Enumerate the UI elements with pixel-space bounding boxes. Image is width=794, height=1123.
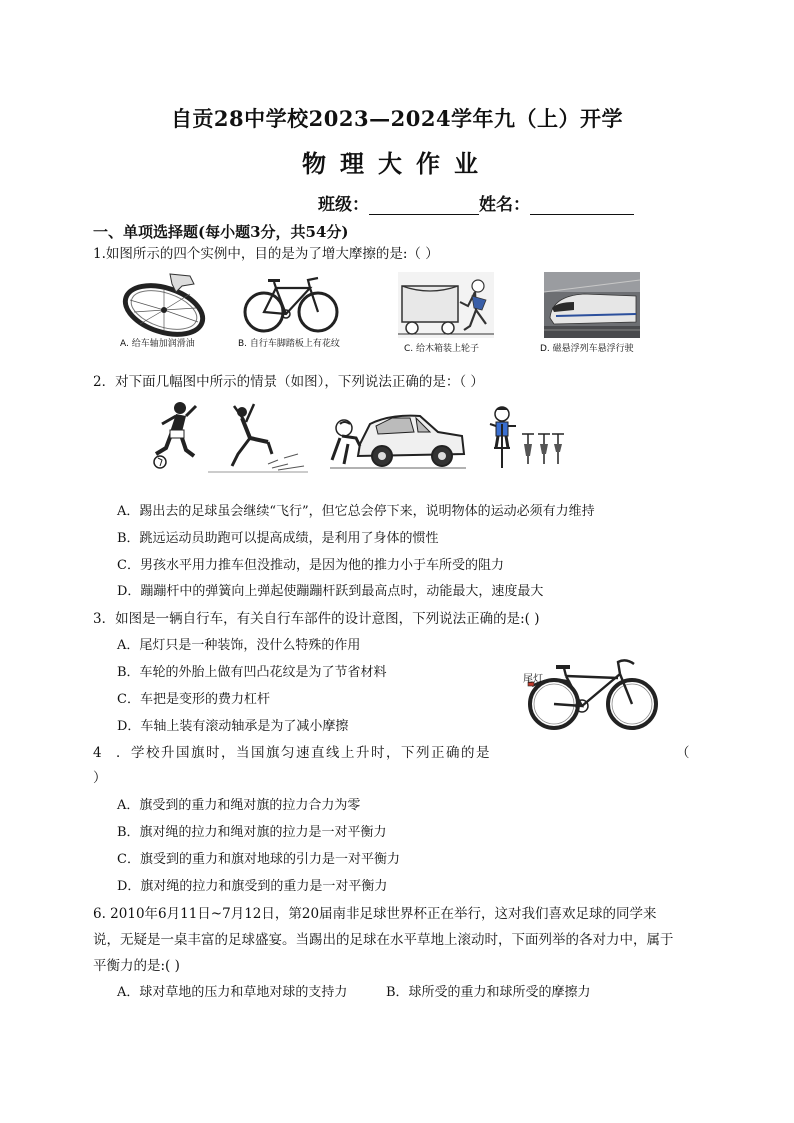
- q4-option-b[interactable]: B．旗对绳的拉力和绳对旗的拉力是一对平衡力: [117, 825, 387, 840]
- q3-bicycle-image: [520, 656, 662, 732]
- q4-option-a[interactable]: A．旗受到的重力和绳对旗的拉力合力为零: [117, 798, 361, 813]
- class-name-line: [318, 190, 634, 215]
- q2-image-pogostick: [488, 404, 568, 470]
- q2-stem: 2．对下面几幅图中所示的情景（如图），下列说法正确的是：（ ）: [93, 374, 484, 390]
- q4-number: 4: [93, 745, 102, 761]
- q1-image-d: [544, 272, 640, 338]
- q2-option-d[interactable]: D．蹦蹦杆中的弹簧向上弹起使蹦蹦杆跃到最高点时，动能最大，速度最大: [117, 584, 544, 599]
- q3-stem: 3．如图是一辆自行车，有关自行车部件的设计意图，下列说法正确的是:( ): [93, 611, 540, 627]
- name-label: 姓名：: [479, 195, 530, 215]
- q3-option-c[interactable]: C．车把是变形的费力杠杆: [117, 692, 270, 707]
- q1-image-a: [120, 272, 212, 338]
- q1-caption-a: A. 给车轴加润滑油: [120, 339, 195, 349]
- q4-paren-close: ）: [93, 770, 107, 786]
- q3-option-a[interactable]: A．尾灯只是一种装饰，没什么特殊的作用: [117, 638, 361, 653]
- q3-option-b[interactable]: B．车轮的外胎上做有凹凸花纹是为了节省材料: [117, 665, 387, 680]
- q6-stem-line1: 6. 2010年6月11日~7月12日，第20届南非足球世界杯正在举行，这对我们喜欢足球的同学来: [93, 906, 657, 922]
- q2-image-soccer: [148, 398, 206, 472]
- tail-light-label: 尾灯: [523, 674, 543, 685]
- document-title: 自贡28中学校2023—2024学年九（上）开学: [170, 106, 624, 131]
- q1-stem: 1.如图所示的四个实例中，目的是为了增大摩擦的是:（ ）: [93, 246, 439, 262]
- q4-stem: ．学校升国旗时，当国旗匀速直线上升时，下列正确的是: [116, 745, 491, 761]
- q1-caption-b: B. 自行车脚踏板上有花纹: [238, 339, 340, 349]
- q6-stem-line3: 平衡力的是:( ): [93, 958, 180, 974]
- q2-image-pushcar: [330, 404, 466, 470]
- document-subtitle: 物理大作业: [302, 149, 492, 178]
- q2-option-b[interactable]: B．跳远运动员助跑可以提高成绩，是利用了身体的惯性: [117, 531, 439, 546]
- class-label: 班级：: [318, 195, 369, 215]
- q6-stem-line2: 说，无疑是一桌丰富的足球盛宴。当踢出的足球在水平草地上滚动时，下面列举的各对力中，属于: [93, 932, 674, 948]
- q3-option-d[interactable]: D．车轴上装有滚动轴承是为了减小摩擦: [117, 719, 349, 734]
- section-heading: 一、单项选择题(每小题3分，共54分): [93, 223, 349, 241]
- q2-image-longjump: [208, 398, 308, 474]
- q6-option-a[interactable]: A．球对草地的压力和草地对球的支持力: [117, 985, 348, 1000]
- q4-option-d[interactable]: D．旗对绳的拉力和旗受到的重力是一对平衡力: [117, 879, 388, 894]
- q1-image-c: [398, 272, 494, 338]
- q6-option-b[interactable]: B．球所受的重力和球所受的摩擦力: [386, 985, 591, 1000]
- q2-option-a[interactable]: A．踢出去的足球虽会继续“飞行”，但它总会停下来，说明物体的运动必须有力维持: [117, 504, 595, 519]
- q4-paren-open: （: [676, 745, 690, 761]
- q1-caption-c: C. 给木箱装上轮子: [404, 344, 480, 354]
- class-blank[interactable]: [369, 196, 479, 215]
- q2-option-c[interactable]: C．男孩水平用力推车但没推动，是因为他的推力小于车所受的阻力: [117, 558, 504, 573]
- q1-caption-d: D. 磁悬浮列车悬浮行驶: [540, 344, 634, 354]
- q4-option-c[interactable]: C．旗受到的重力和旗对地球的引力是一对平衡力: [117, 852, 400, 867]
- q1-image-b: [242, 274, 340, 334]
- name-blank[interactable]: [530, 196, 634, 215]
